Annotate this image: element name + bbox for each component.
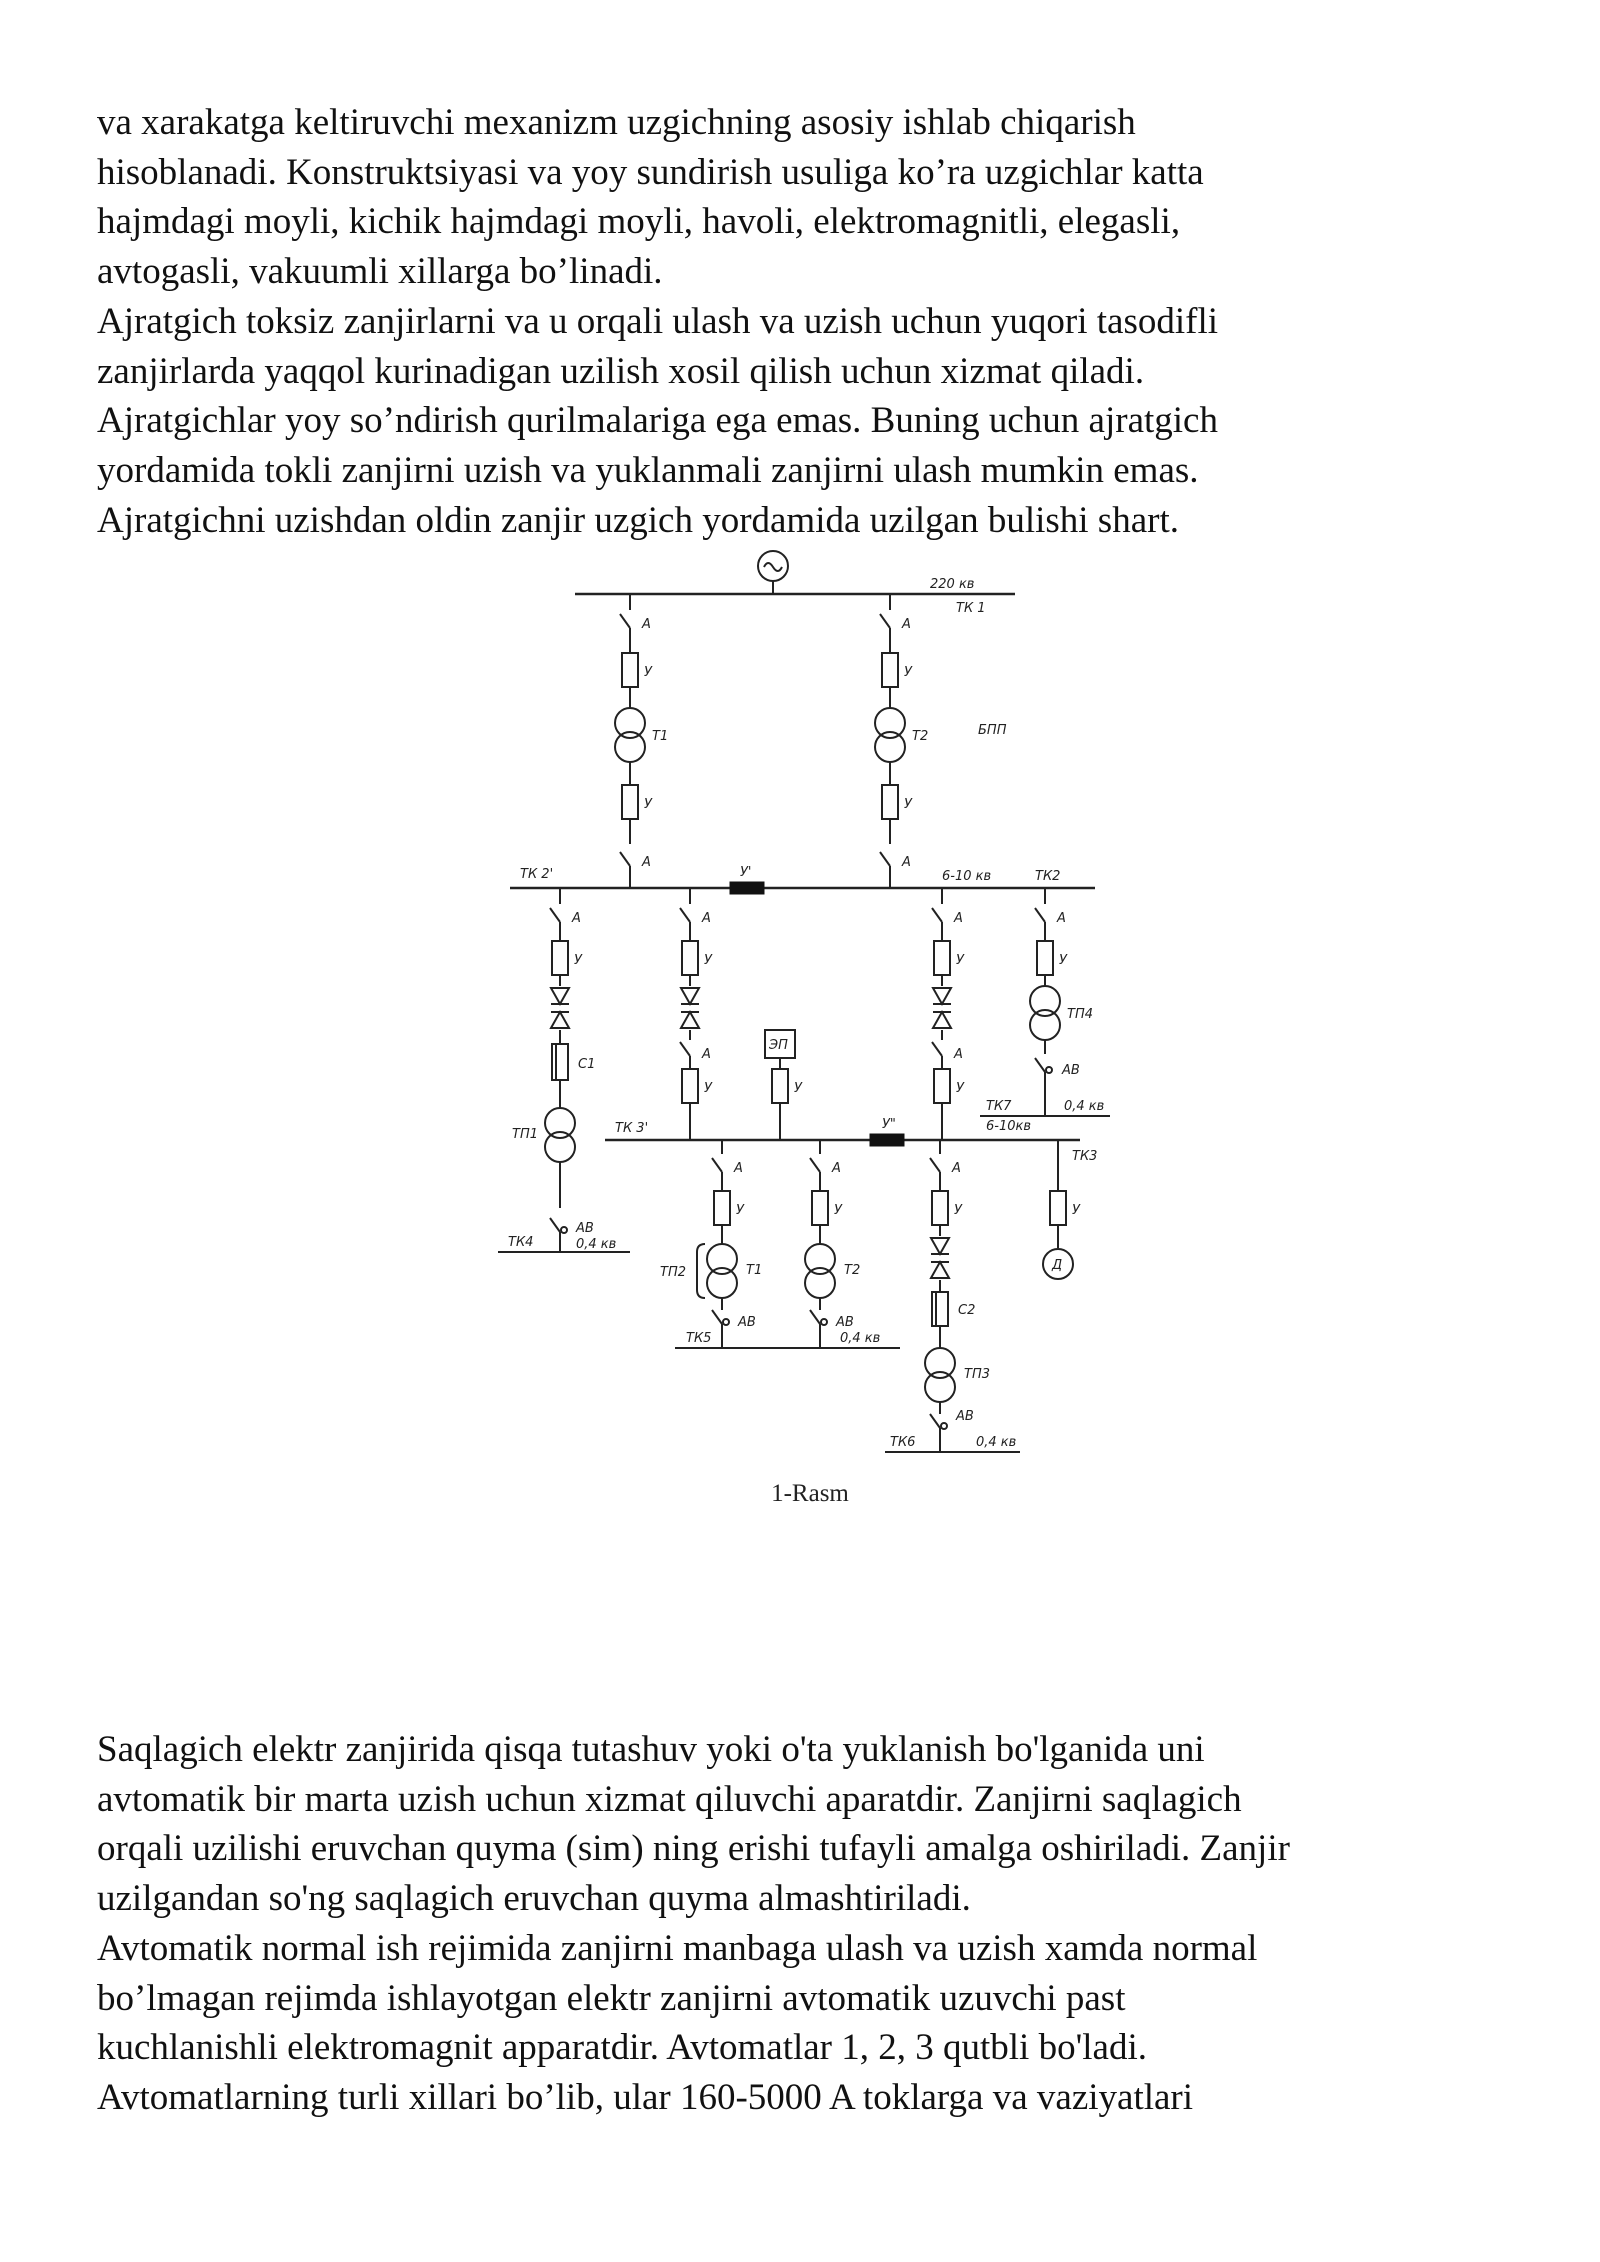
label-tk5: ТК5 (686, 1331, 712, 1346)
label-tp2: ТП2 (660, 1265, 686, 1280)
label-bus-610: 6-10 кв (942, 869, 992, 884)
paragraph-top (97, 98, 1537, 545)
text-line: orqali uzilishi eruvchan quyma (sim) ning erishi tufayli amalga oshiriladi. Zanjir (97, 1828, 1290, 1870)
feeder-rectifier-ep (680, 888, 713, 1140)
diagram-label: А (832, 1161, 841, 1176)
electrical-scheme-figure (490, 548, 1110, 1478)
label-tk4: ТК4 (508, 1235, 534, 1250)
feeder-t2 (805, 1140, 860, 1348)
text-line: Ajratgichni uzishdan oldin zanjir uzgich yordamida uzilgan bulishi shart. (97, 499, 1179, 541)
feeder-tp3 (925, 1140, 990, 1452)
label-tk6: ТК6 (890, 1435, 916, 1450)
label-t2: Т2 (844, 1263, 861, 1278)
sectional-switch-mid (870, 1134, 904, 1146)
diagram-label: 0,4 кв (576, 1237, 617, 1252)
label-t1-main: Т1 (652, 729, 669, 744)
text-line: Avtomatik normal ish rejimida zanjirni manbaga ulash va uzish xamda normal (97, 1927, 1258, 1969)
diagram-label: У (794, 1081, 802, 1096)
diagram-label: У (1072, 1203, 1080, 1218)
label-tk7: ТК7 (986, 1099, 1012, 1114)
label-tp3: ТП3 (964, 1367, 990, 1382)
text-line: bo’lmagan rejimda ishlayotgan elektr zanjirni avtomatik uzuvchi past (97, 1977, 1126, 2019)
text-line: Ajratgich toksiz zanjirlarni va u orqali ulash va uzish uchun yuqori tasodifli (97, 300, 1219, 342)
text-line: Avtomatlarning turli xillari bo’lib, ular 160-5000 A toklarga va vaziyatlari (97, 2076, 1194, 2118)
diagram-label: 0,4 кв (976, 1435, 1017, 1450)
feeder-tp2-t1 (660, 1140, 762, 1348)
diagram-label: А (642, 617, 651, 632)
diagram-label: АВ (1062, 1063, 1080, 1078)
diagram-label: У (904, 665, 912, 680)
text-line: hajmdagi moyli, kichik hajmdagi moyli, havoli, elektromagnitli, elegasli, (97, 201, 1181, 243)
diagram-label: У (956, 1081, 964, 1096)
text-line: yordamida tokli zanjirni uzish va yuklanmali zanjirni ulash mumkin emas. (97, 449, 1199, 491)
diagram-label: У (574, 953, 582, 968)
label-tk3: ТК3 (1072, 1149, 1098, 1164)
diagram-label: У (904, 797, 912, 812)
single-line-diagram (490, 548, 1110, 1478)
feeder-rectifier-right (932, 888, 965, 1140)
diagram-label: У" (882, 1117, 896, 1132)
paragraph-bottom (97, 1725, 1537, 2123)
branch-main-t1 (615, 594, 668, 888)
figure-caption: 1-Rasm (771, 1480, 849, 1507)
label-c2: С2 (958, 1303, 976, 1318)
diagram-label: У (704, 953, 712, 968)
text-line: uzilgandan so'ng saqlagich eruvchan quyma almashtiriladi. (97, 1878, 971, 1920)
label-tk1: ТК 1 (956, 601, 986, 616)
diagram-label: У (644, 665, 652, 680)
diagram-label: АВ (956, 1409, 974, 1424)
diagram-label: А (1057, 911, 1066, 926)
diagram-label: А (702, 1047, 711, 1062)
diagram-label: Д (1052, 1258, 1063, 1273)
diagram-label: А (702, 911, 711, 926)
label-tk3p: ТК 3' (615, 1121, 649, 1136)
text-line: Saqlagich elektr zanjirida qisqa tutashuv yoki o'ta yuklanish bo'lganida uni (97, 1729, 1205, 1770)
diagram-label: А (734, 1161, 743, 1176)
label-c1: С1 (578, 1057, 596, 1072)
diagram-label: 0,4 кв (1064, 1099, 1105, 1114)
label-tk2: ТК2 (1035, 869, 1061, 884)
label-bus-610-b: 6-10кв (986, 1119, 1032, 1134)
sectional-switch-top (730, 882, 764, 894)
text-line: zanjirlarda yaqqol kurinadigan uzilish xosil qilish uchun xizmat qiladi. (97, 350, 1145, 392)
diagram-label: У (834, 1203, 842, 1218)
text-line: kuchlanishli elektromagnit apparatdir. Avtomatlar 1, 2, 3 qutbli bo'ladi. (97, 2027, 1147, 2069)
text-line: avtomatik bir marta uzish uchun xizmat qiluvchi aparatdir. Zanjirni saqlagich (97, 1778, 1242, 1820)
label-t2-main: Т2 (912, 729, 929, 744)
diagram-label: АВ (576, 1221, 594, 1236)
label-tk2p: ТК 2' (520, 867, 554, 882)
label-tp1: ТП1 (512, 1127, 538, 1142)
diagram-label: У (954, 1203, 962, 1218)
label-tp4: ТП4 (1067, 1007, 1093, 1022)
diagram-label: ЭП (769, 1038, 788, 1053)
diagram-label: У (1059, 953, 1067, 968)
text-line: hisoblanadi. Konstruktsiyasi va yoy sundirish usuliga ko’ra uzgichlar katta (97, 151, 1204, 193)
diagram-label: А (954, 1047, 963, 1062)
diagram-label: У (704, 1081, 712, 1096)
generator-symbol (758, 551, 788, 594)
diagram-label: А (954, 911, 963, 926)
ep-block (765, 1030, 803, 1140)
diagram-label: У (644, 797, 652, 812)
text-line: avtogasli, vakuumli xillarga bo’linadi. (97, 251, 663, 293)
diagram-label: А (952, 1161, 961, 1176)
diagram-label: У (956, 953, 964, 968)
diagram-label: АВ (836, 1315, 854, 1330)
diagram-label: А (572, 911, 581, 926)
branch-main-t2 (875, 594, 928, 888)
label-bus-220: 220 кв (930, 577, 975, 592)
feeder-tp4 (980, 888, 1110, 1134)
diagram-label: А (902, 855, 911, 870)
diagram-label: У' (740, 865, 752, 880)
diagram-label: А (902, 617, 911, 632)
diagram-label: АВ (738, 1315, 756, 1330)
diagram-label: А (642, 855, 651, 870)
label-bpp: БПП (978, 723, 1007, 738)
diagram-label: 0,4 кв (840, 1331, 881, 1346)
label-t1: Т1 (746, 1263, 763, 1278)
text-line: Ajratgichlar yoy so’ndirish qurilmalariga ega emas. Buning uchun ajratgich (97, 400, 1218, 442)
diagram-label: У (736, 1203, 744, 1218)
feeder-tp1 (498, 888, 630, 1252)
text-line: va xarakatga keltiruvchi mexanizm uzgichning asosiy ishlab chiqarish (97, 102, 1136, 143)
